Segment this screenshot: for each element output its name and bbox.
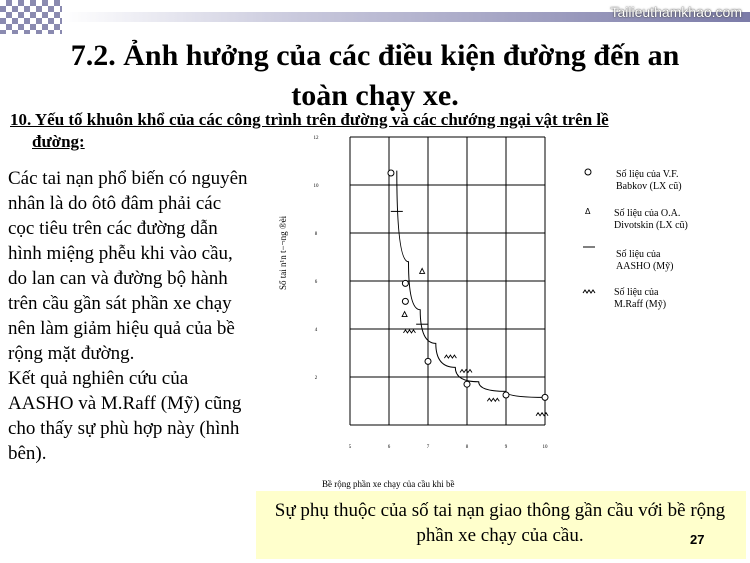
point-triangle bbox=[420, 268, 425, 273]
y-tick-label: 12 bbox=[313, 136, 319, 141]
legend-item-raff bbox=[614, 287, 666, 311]
x-tick-label: 6 bbox=[387, 445, 391, 450]
legend-triangle-symbol: Δ bbox=[585, 207, 591, 216]
legend-item-aasho bbox=[616, 249, 674, 273]
point-zigzag bbox=[487, 398, 499, 401]
watermark: Tailieuthamkhao.com bbox=[610, 4, 742, 20]
chart-marks bbox=[388, 170, 548, 416]
page-number: 27 bbox=[690, 532, 705, 547]
legend-item-babkov-line1: Số liệu của V.F. bbox=[616, 169, 679, 180]
legend-circle-symbol bbox=[585, 169, 591, 175]
point-triangle bbox=[402, 312, 407, 317]
legend-item-divotskin bbox=[614, 208, 688, 232]
heading-line-1: 10. Yếu tố khuôn khổ của các công trình trên đường và các chướng ngại vật trên lề bbox=[10, 110, 609, 129]
legend-item-aasho-line1: Số liệu của bbox=[616, 249, 661, 260]
y-tick-label: 4 bbox=[314, 328, 318, 333]
chart-ticks bbox=[314, 136, 549, 450]
y-tick-label: 6 bbox=[314, 280, 318, 285]
point-circle bbox=[425, 358, 431, 364]
x-axis-label: Bề rộng phần xe chạy của cầu khi bề bbox=[322, 479, 455, 489]
legend-item-raff-line1: Số liệu của bbox=[614, 287, 659, 298]
x-tick-label: 5 bbox=[348, 445, 352, 450]
x-tick-label: 8 bbox=[465, 445, 469, 450]
title-line-1: 7.2. Ảnh hưởng của các điều kiện đường đến an bbox=[70, 39, 680, 72]
x-tick-label: 7 bbox=[426, 445, 430, 450]
body-paragraph-1: Các tai nạn phổ biến có nguyên nhân là do ôtô đâm phải các cọc tiêu trên các đường dẫn hình miệng phễu khi vào cầu, do lan can và đường bộ hành trên cầu gần sát phần xe chạy nên làm giảm hiệu quả của bề rộng mặt đường. bbox=[8, 168, 248, 364]
legend-item-divotskin-line1: Số liệu của O.A. bbox=[614, 208, 681, 219]
y-axis-label: Số tai n¹n t−¬ng ®èi bbox=[278, 215, 288, 290]
point-zigzag bbox=[460, 370, 472, 373]
point-circle bbox=[388, 170, 394, 176]
x-tick-label: 10 bbox=[542, 445, 548, 450]
y-tick-label: 8 bbox=[314, 232, 318, 237]
point-circle bbox=[503, 392, 509, 398]
legend-zigzag-symbol bbox=[583, 290, 595, 293]
legend-item-aasho-line2: AASHO (Mỹ) bbox=[616, 261, 674, 272]
point-zigzag bbox=[444, 355, 456, 358]
point-circle bbox=[464, 381, 470, 387]
y-tick-label: 2 bbox=[314, 376, 318, 381]
legend-item-divotskin-line2: Divotskin (LX cũ) bbox=[614, 220, 688, 231]
point-circle bbox=[542, 394, 548, 400]
title-line-2: toàn chạy xe. bbox=[291, 79, 459, 112]
point-zigzag bbox=[403, 330, 415, 333]
x-tick-label: 9 bbox=[504, 445, 508, 450]
trend-curve bbox=[397, 171, 545, 398]
legend-item-babkov bbox=[616, 169, 682, 193]
heading-line-2: đường: bbox=[32, 132, 85, 151]
figure-caption: Sự phụ thuộc của số tai nạn giao thông gần cầu với bề rộng phần xe chạy của cầu. bbox=[274, 500, 726, 546]
legend-item-babkov-line2: Babkov (LX cũ) bbox=[616, 181, 682, 192]
point-circle bbox=[402, 298, 408, 304]
point-circle bbox=[402, 280, 408, 286]
body-paragraph-2: Kết quả nghiên cứu của AASHO và M.Raff (Mỹ) cũng cho thấy sự phù hợp này (hình bên). bbox=[8, 368, 242, 464]
chart-grid bbox=[350, 137, 545, 425]
legend-item-raff-line2: M.Raff (Mỹ) bbox=[614, 299, 667, 310]
point-zigzag bbox=[536, 413, 548, 416]
y-tick-label: 10 bbox=[313, 184, 319, 189]
